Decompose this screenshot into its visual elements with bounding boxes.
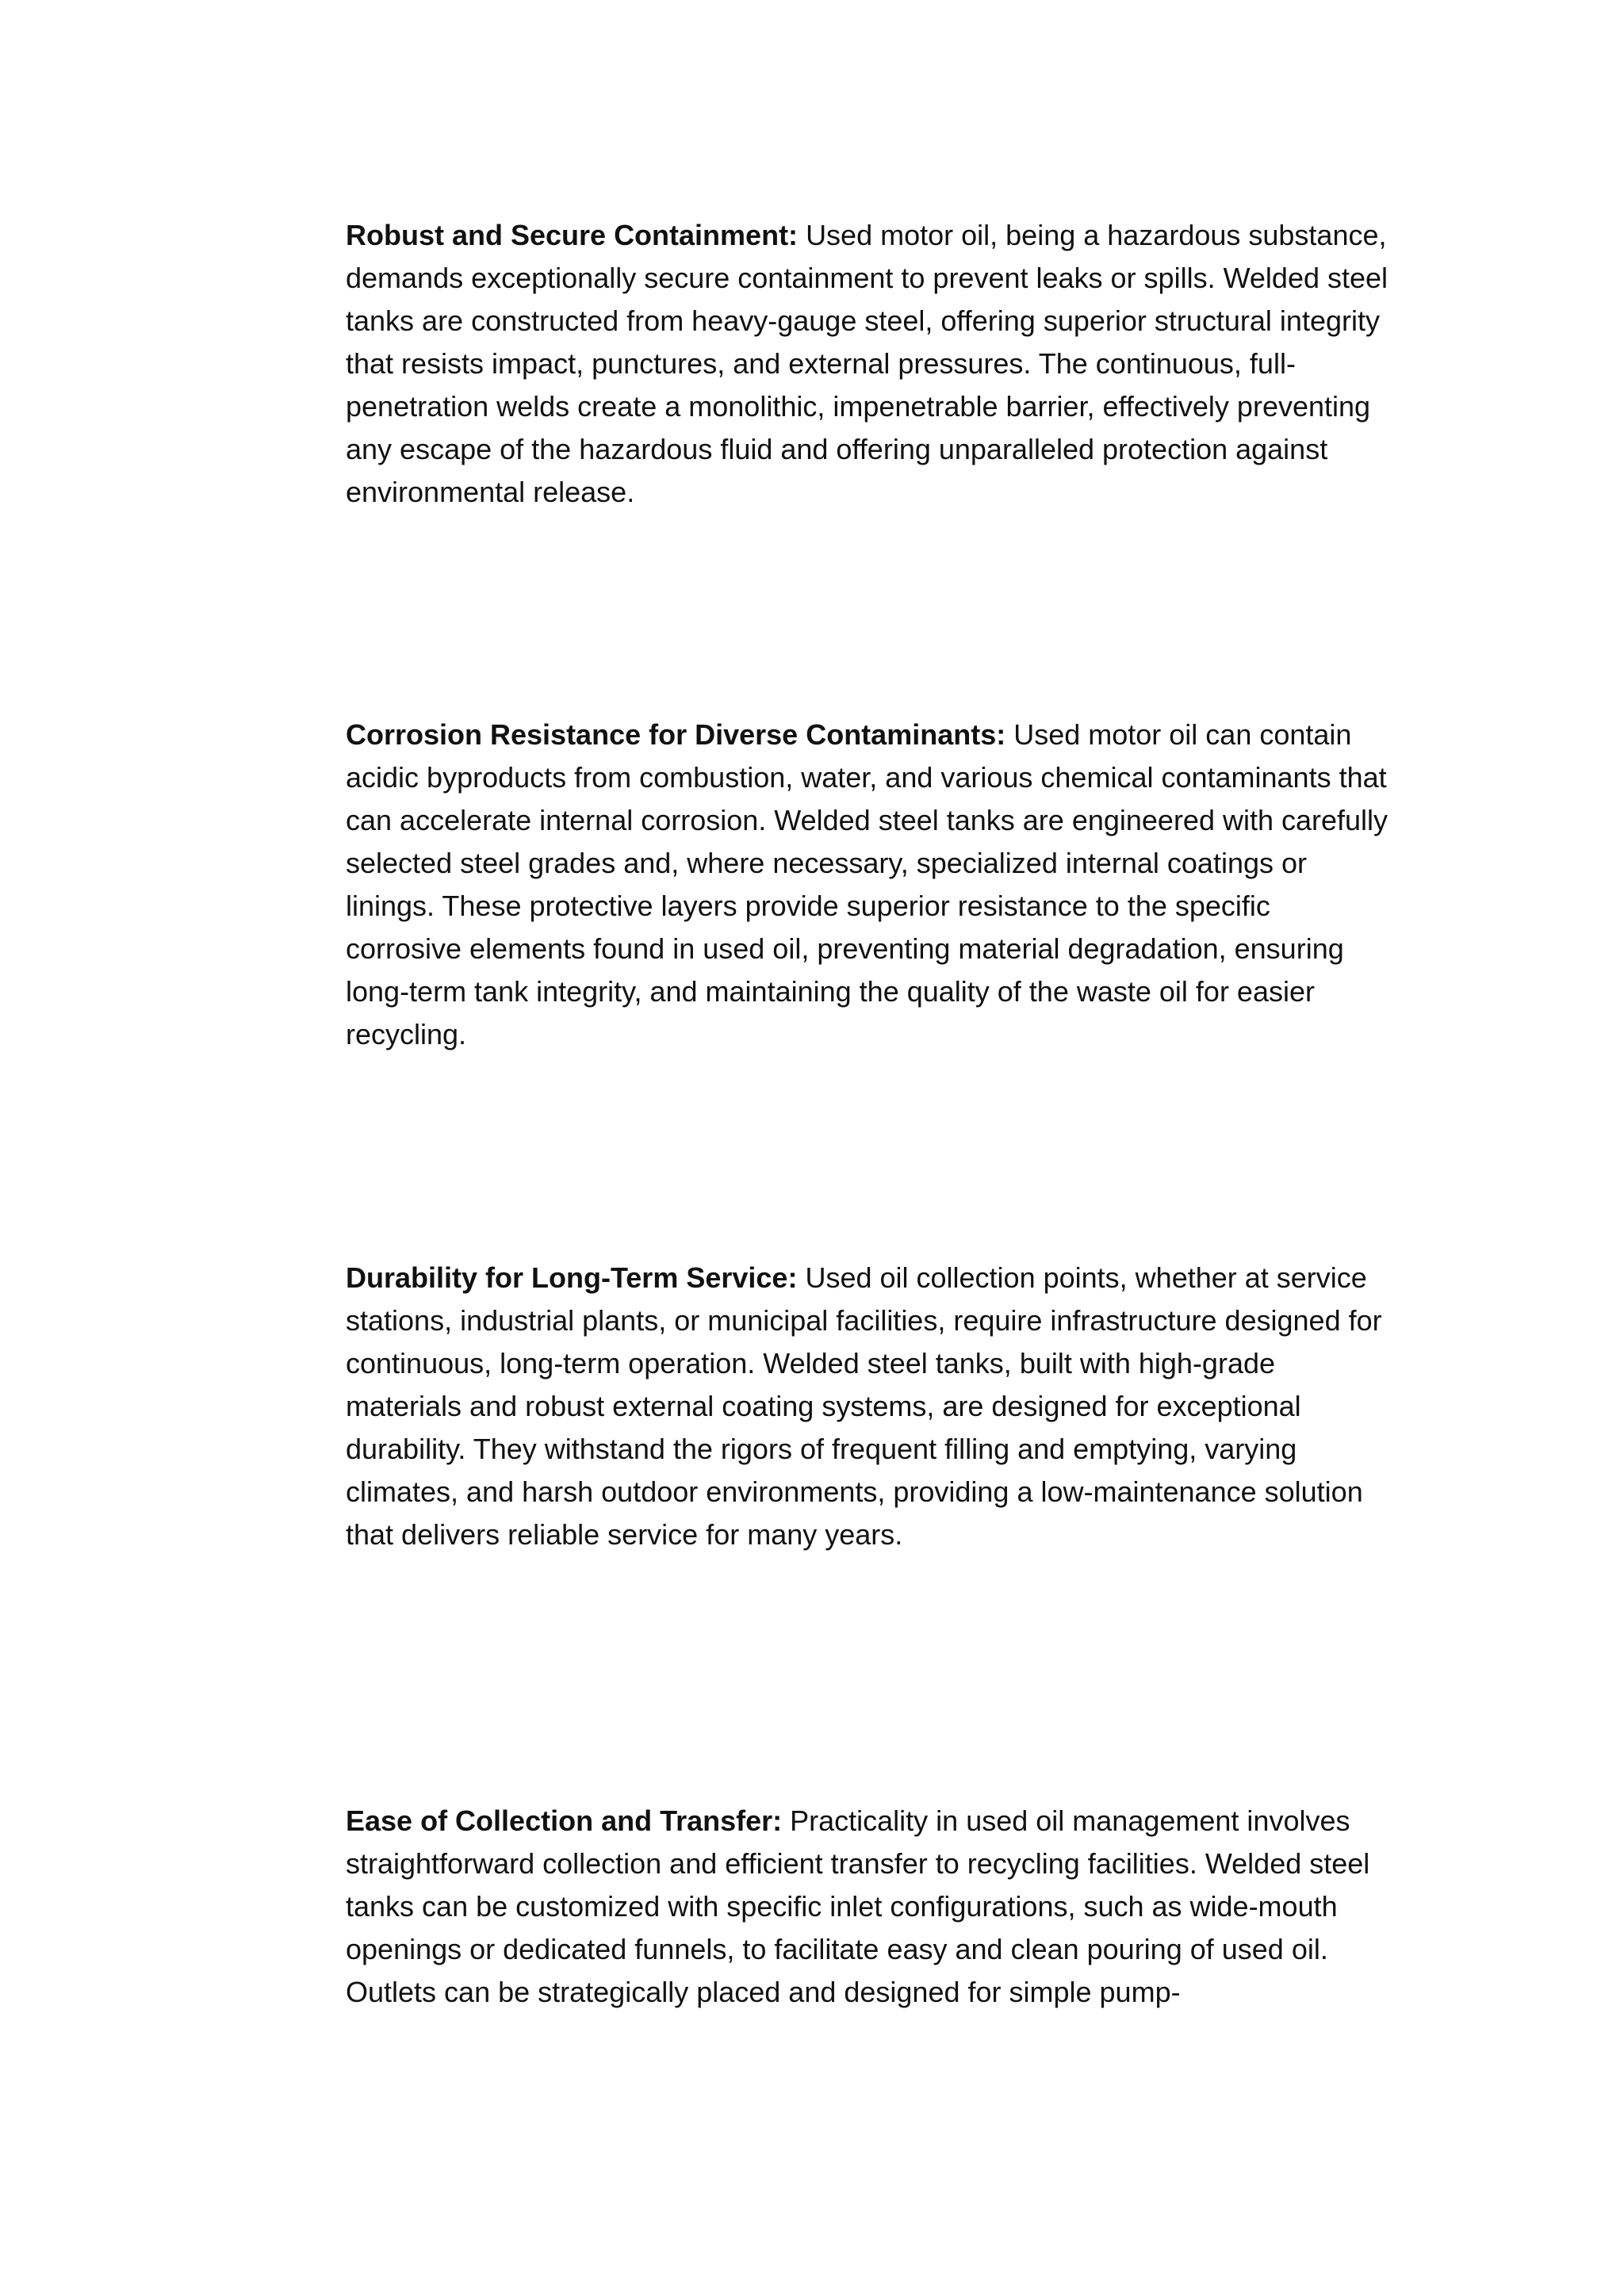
paragraph-collection-transfer [346, 1800, 1392, 2014]
paragraph-corrosion-resistance [346, 714, 1392, 1056]
paragraph-robust-containment [346, 214, 1392, 514]
paragraph-body: Used motor oil can contain acidic byproducts from combustion, water, and various chemical contaminants that can accelerate internal corrosion. Welded steel tanks are engineered with carefully selected steel grades and, where necessary, specialized internal coatings or linings. These protective layers provide superior resistance to the specific corrosive elements found in used oil, preventing material degradation, ensuring long-term tank integrity, and maintaining the quality of the waste oil for easier recycling. [346, 718, 1388, 1050]
paragraph-heading: Durability for Long-Term Service: [346, 1261, 798, 1294]
paragraph-heading: Corrosion Resistance for Diverse Contaminants: [346, 718, 1006, 751]
paragraph-durability [346, 1257, 1392, 1556]
paragraph-body: Used oil collection points, whether at service stations, industrial plants, or municipal facilities, require infrastructure designed for continuous, long-term operation. Welded steel tanks, built with high-grade materials and robust external coating systems, are designed for exceptional durability. They withstand the rigors of frequent filling and emptying, varying climates, and harsh outdoor environments, providing a low-maintenance solution that delivers reliable service for many years. [346, 1261, 1382, 1551]
paragraph-heading: Ease of Collection and Transfer: [346, 1804, 783, 1837]
paragraph-body: Used motor oil, being a hazardous substance, demands exceptionally secure containment to prevent leaks or spills. Welded steel tanks are constructed from heavy-gauge steel, offering superior structural integrity that resists impact, punctures, and external pressures. The continuous, full-penetration welds create a monolithic, impenetrable barrier, effectively preventing any escape of the hazardous fluid and offering unparalleled protection against environmental release. [346, 219, 1388, 508]
paragraph-body: Practicality in used oil management involves straightforward collection and efficient transfer to recycling facilities. Welded steel tanks can be customized with specific inlet configurations, such as wide-mouth openings or dedicated funnels, to facilitate easy and clean pouring of used oil. Outlets can be strategically placed and designed for simple pump- [346, 1804, 1370, 2008]
paragraph-heading: Robust and Secure Containment: [346, 219, 799, 251]
